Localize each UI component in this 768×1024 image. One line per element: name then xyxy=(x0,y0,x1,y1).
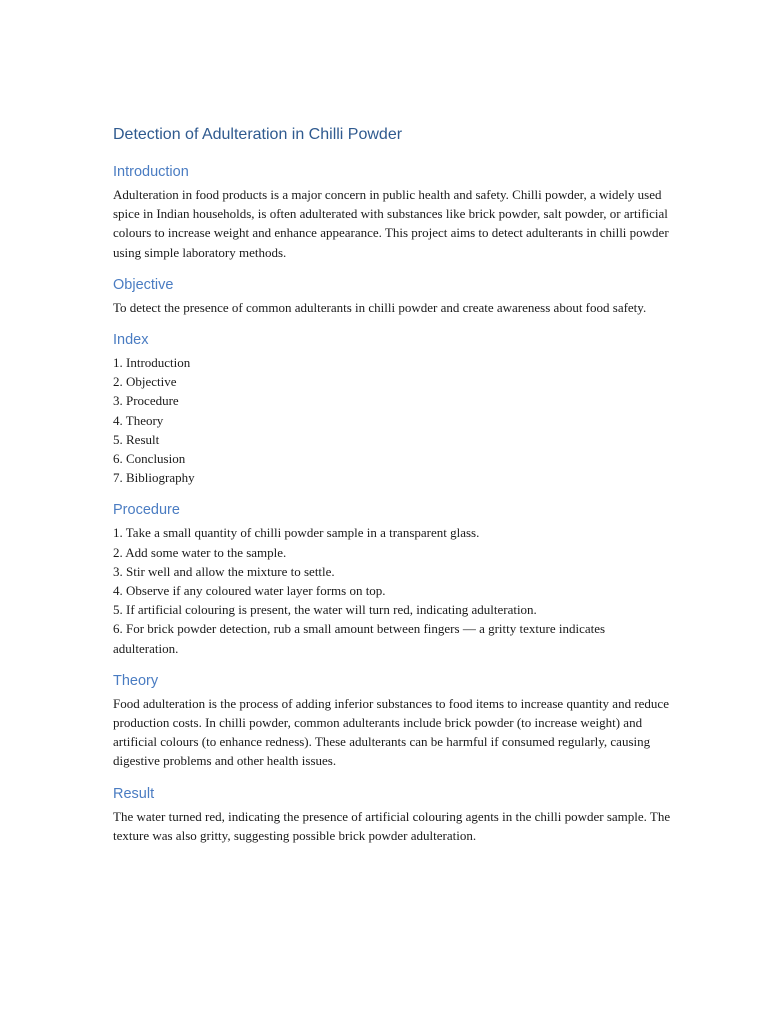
section-index xyxy=(113,330,673,487)
procedure-step: 6. For brick powder detection, rub a small amount between fingers — a gritty texture indicates adulteration. xyxy=(113,621,606,656)
heading-objective: Objective xyxy=(113,276,174,293)
index-item-bibliography: 7. Bibliography xyxy=(113,470,195,486)
section-theory xyxy=(113,671,673,771)
result-paragraph: The water turned red, indicating the presence of artificial colouring agents in the chilli powder sample. The texture was also gritty, suggesting possible brick powder adulteration. xyxy=(113,808,671,843)
introduction-paragraph: Adulteration in food products is a major concern in public health and safety. Chilli powder, a widely used spice in Indian households, is often adulterated with substances like brick powder, salt powder, or artificial colours to increase weight and enhance appearance. This project aims to detect adulterants in chilli powder using simple laboratory methods. xyxy=(113,187,669,260)
index-list xyxy=(113,353,673,487)
heading-theory: Theory xyxy=(113,672,159,689)
index-item-introduction: 1. Introduction xyxy=(113,355,191,371)
index-item-theory: 4. Theory xyxy=(113,412,164,428)
heading-index: Index xyxy=(113,332,149,349)
index-item-objective: 2. Objective xyxy=(113,374,177,390)
document-page xyxy=(113,124,673,858)
procedure-steps xyxy=(113,523,673,657)
heading-result: Result xyxy=(113,785,155,802)
index-item-procedure: 3. Procedure xyxy=(113,393,179,409)
index-item-conclusion: 6. Conclusion xyxy=(113,451,186,467)
document-title: Detection of Adulteration in Chilli Powder xyxy=(113,126,403,143)
heading-introduction: Introduction xyxy=(113,164,189,180)
procedure-step: 3. Stir well and allow the mixture to settle. xyxy=(113,563,335,579)
index-item-result: 5. Result xyxy=(113,431,160,447)
procedure-step: 5. If artificial colouring is present, the water will turn red, indicating adulteration. xyxy=(113,602,537,618)
procedure-step: 1. Take a small quantity of chilli powder sample in a transparent glass. xyxy=(113,525,480,541)
objective-paragraph: To detect the presence of common adulterants in chilli powder and create awareness about food safety. xyxy=(113,299,647,315)
section-result xyxy=(113,784,673,845)
procedure-step: 2. Add some water to the sample. xyxy=(113,544,287,560)
section-procedure xyxy=(113,500,673,657)
section-objective xyxy=(113,275,673,317)
section-introduction xyxy=(113,162,673,262)
procedure-step: 4. Observe if any coloured water layer forms on top. xyxy=(113,583,386,599)
theory-paragraph: Food adulteration is the process of adding inferior substances to food items to increase quantity and reduce production costs. In chilli powder, common adulterants include brick powder (to increase weight) and artificial colours (to enhance redness). These adulterants can be harmful if consumed regularly, causing digestive problems and other health issues. xyxy=(113,695,669,769)
heading-procedure: Procedure xyxy=(113,502,180,519)
